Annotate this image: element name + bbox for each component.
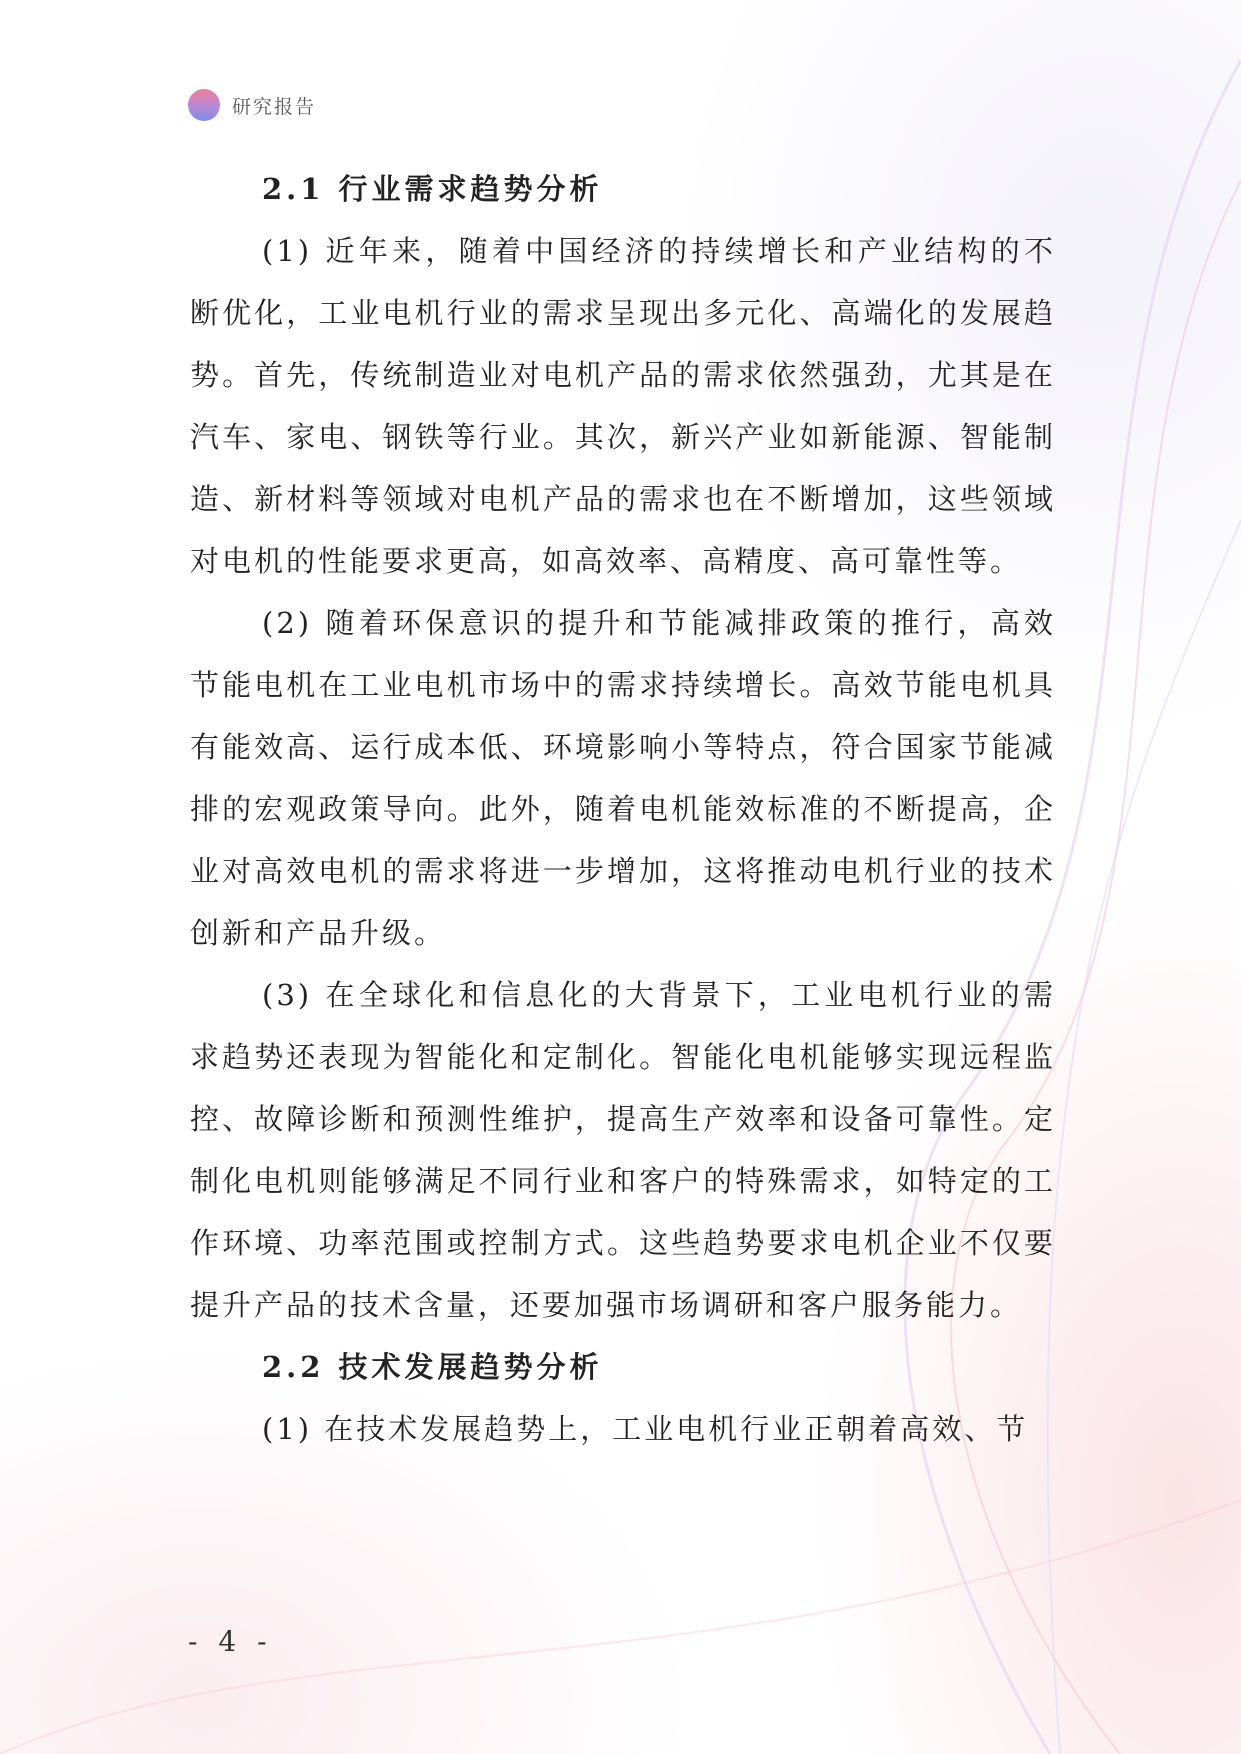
paragraph-2-1-3: (3) 在全球化和信息化的大背景下，工业电机行业的需求趋势还表现为智能化和定制化。智能化电机能够实现远程监控、故障诊断和预测性维护，提高生产效率和设备可靠性。定制化电机则能够满足不同行业和客户的特殊需求，如特定的工作环境、功率范围或控制方式。这些趋势要求电机企业不仅要提升产品的技术含量，还要加强市场调研和客户服务能力。 [190, 978, 1056, 1322]
section-heading-2-1: 2.1 行业需求趋势分析 [262, 172, 603, 206]
report-header [188, 88, 316, 122]
logo-icon [188, 89, 220, 121]
document-body [190, 158, 1056, 1460]
page-number: - 4 - [188, 1625, 273, 1658]
section-heading-2-2: 2.2 技术发展趋势分析 [262, 1350, 603, 1384]
paragraph-2-1-2: (2) 随着环保意识的提升和节能减排政策的推行，高效节能电机在工业电机市场中的需求持续增长。高效节能电机具有能效高、运行成本低、环境影响小等特点，符合国家节能减排的宏观政策导向。此外，随着电机能效标准的不断提高，企业对高效电机的需求将进一步增加，这将推动电机行业的技术创新和产品升级。 [190, 606, 1056, 950]
header-title: 研究报告 [232, 95, 317, 118]
paragraph-2-2-1: (1) 在技术发展趋势上，工业电机行业正朝着高效、节 [262, 1412, 1029, 1446]
paragraph-2-1-1: (1) 近年来，随着中国经济的持续增长和产业结构的不断优化，工业电机行业的需求呈现出多元化、高端化的发展趋势。首先，传统制造业对电机产品的需求依然强劲，尤其是在汽车、家电、钢铁等行业。其次，新兴产业如新能源、智能制造、新材料等领域对电机产品的需求也在不断增加，这些领域对电机的性能要求更高，如高效率、高精度、高可靠性等。 [190, 234, 1056, 578]
